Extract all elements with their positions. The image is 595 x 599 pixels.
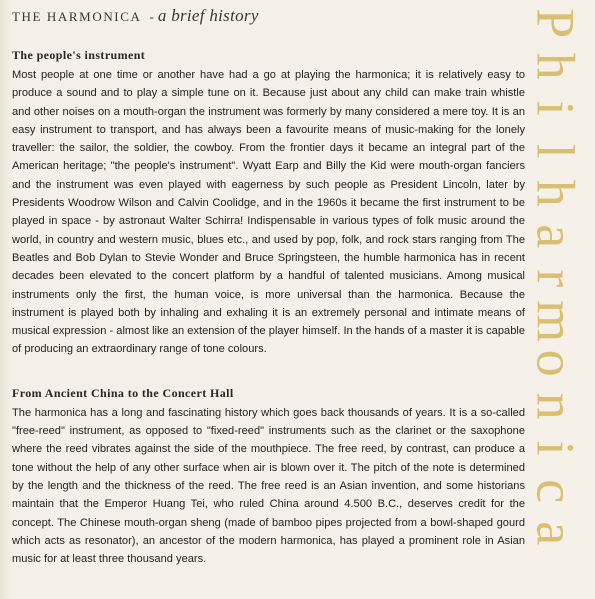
header-subtitle: a brief history: [157, 6, 259, 25]
side-title-letter: h: [525, 52, 586, 80]
side-title-letter: a: [525, 521, 586, 546]
side-title-letter: n: [525, 392, 586, 420]
section-heading-ancient-china: From Ancient China to the Concert Hall: [12, 385, 234, 400]
section-body-peoples-instrument: Most people at one time or another have had a go at playing the harmonica; it is relatively easy to produce a sound and to play a simple tune on it. Because just about any child can make train whistle and other noises on a mouth-organ the instrument was formerly by many considered a mere toy. It is an easy instrument to transport, and has always been a favourite means of music-making for the lonely traveller: the sailor, the soldier, the cowboy. From the frontier days it became an integral part of the American heritage; "the people's instrument". Wyatt Earp and Billy the Kid were mouth-organ fanciers and the instrument was even played with eagerness by such people as President Lincoln, later by Presidents Woodrow Wilson and Calvin Coolidge, and in the 1960s it became the first instrument to be played in space - by astronaut Walter Schirra! Indispensable in various types of folk music around the world, in country and western music, blues etc., and used by pop, folk, and rock stars ranging from The Beatles and Bob Dylan to Stevie Wonder and Bruce Springsteen, the humble harmonica has in recent decades been elevated to the concert platform by a handful of talented musicians. Among musical instruments only the first, the human voice, is more universal than the harmonica. Because the instrument is played both by inhaling and exhaling it is an extremely personal and intimate means of musical expression - almost like an extension of the player himself. In the hands of a master it is capable of producing an extraordinary range of tone colours.: [12, 69, 525, 356]
side-title-letter: P: [525, 8, 586, 39]
side-title-letter: h: [525, 179, 586, 207]
header-title: THE HARMONICA: [12, 9, 142, 24]
header-dash: -: [149, 9, 154, 24]
side-title-letter: r: [525, 269, 586, 288]
side-title-letter: o: [525, 349, 586, 377]
side-title-letter: c: [525, 478, 586, 503]
side-title-letter: i: [525, 440, 586, 456]
side-title-letter: i: [525, 100, 586, 116]
side-title-letter: m: [525, 299, 586, 342]
article-content: [12, 47, 525, 568]
section-heading-peoples-instrument: The people's instrument: [12, 48, 146, 62]
side-title-letter: a: [525, 223, 586, 248]
side-title-letter: l: [525, 143, 586, 159]
section-body-ancient-china: The harmonica has a long and fascinating history which goes back thousands of years. It is a so-called "free-reed" instrument, as opposed to "fixed-reed" instruments such as the clarinet or the saxophone where the reed vibrates against the side of the mouthpiece. The free reed, by contrast, can produce a tone without the help of any other surface when air is blown over it. The pitch of the note is determined by the length and the thickness of the reed. The free reed is an Asian invention, and some historians maintain that the Emperor Huang Tei, who ruled China around 4.500 B.C., deserves credit for the concept. The Chinese mouth-organ sheng (made of bamboo pipes projected from a bowl-shaped gourd which acts as resonator), an ancestor of the modern harmonica, has played a prominent role in Asian music for at least three thousand years.: [12, 406, 525, 566]
page-header: [12, 6, 259, 30]
section-ancient-china: [12, 385, 525, 569]
vertical-side-title: [515, 2, 595, 599]
